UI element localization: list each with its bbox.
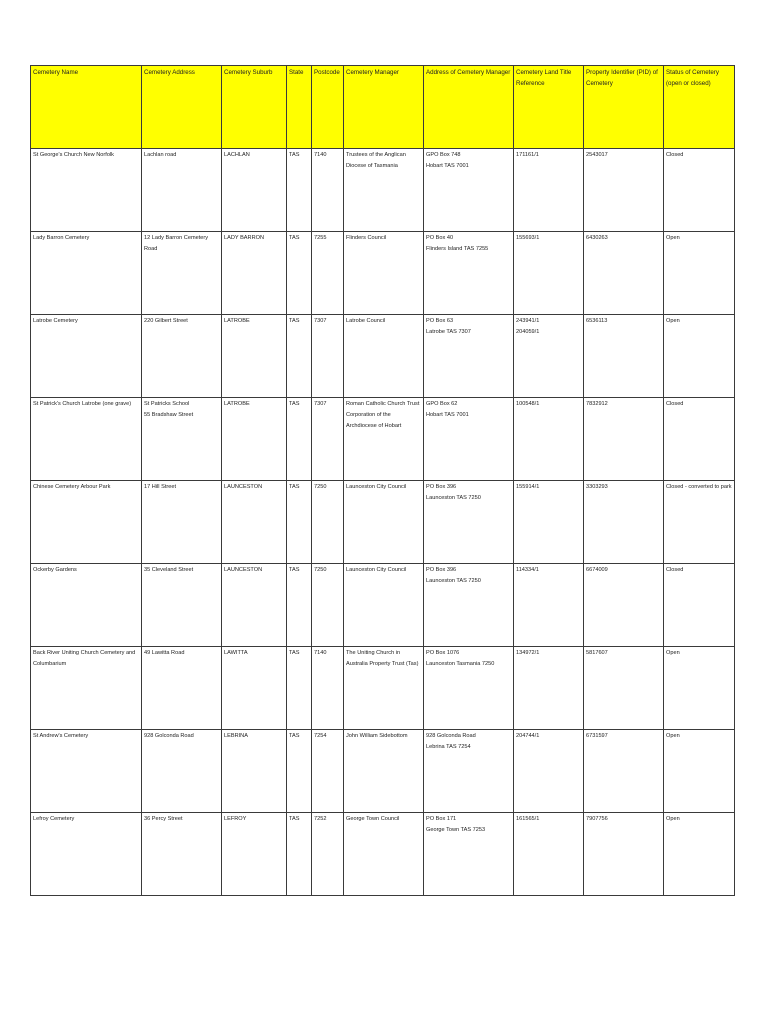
cell-state: TAS [287,315,312,398]
table-row [31,398,735,481]
cell-cemetery-suburb: LAUNCESTON [222,564,287,647]
cell-cemetery-address-line: Lachlan road [144,152,177,158]
cell-status: Open [664,647,735,730]
cell-cemetery-name: Ockerby Gardens [31,564,142,647]
cell-status: Open [664,315,735,398]
cell-status: Closed [664,398,735,481]
header-row [31,66,735,149]
cell-property-identifier: 6536113 [584,315,664,398]
cell-cemetery-manager: John William Sidebottom [344,730,424,813]
cell-postcode: 7255 [312,232,344,315]
cell-cemetery-address-line: 55 Bradshaw Street [144,412,194,418]
table-row [31,315,735,398]
cell-land-title-reference [514,398,584,481]
cell-cemetery-manager: George Town Council [344,813,424,896]
cell-cemetery-manager: Flinders Council [344,232,424,315]
cell-cemetery-suburb: LACHLAN [222,149,287,232]
cell-land-title-reference-line: 100548/1 [516,401,540,407]
cell-postcode: 7254 [312,730,344,813]
cell-cemetery-suburb: LEFROY [222,813,287,896]
cell-cemetery-address-line: St Patricks School [144,401,190,407]
cell-property-identifier: 7832912 [584,398,664,481]
cell-manager-address-line: PO Box 396 [426,484,457,490]
cell-property-identifier: 2543017 [584,149,664,232]
cell-cemetery-address-line: 17 Hill Street [144,484,177,490]
header-manager-address: Address of Cemetery Manager [424,66,514,149]
cell-postcode: 7252 [312,813,344,896]
cell-postcode: 7250 [312,564,344,647]
cell-state: TAS [287,398,312,481]
header-status: Status of Cemetery (open or closed) [664,66,735,149]
table-row [31,481,735,564]
cell-cemetery-suburb: LATROBE [222,315,287,398]
cell-land-title-reference [514,232,584,315]
cell-manager-address-line: PO Box 171 [426,816,457,822]
cell-land-title-reference-line: 171161/1 [516,152,539,158]
cell-land-title-reference [514,481,584,564]
cell-land-title-reference [514,647,584,730]
cell-land-title-reference [514,813,584,896]
cell-property-identifier: 6430263 [584,232,664,315]
cemetery-table [30,65,735,896]
header-cemetery-address: Cemetery Address [142,66,222,149]
cell-property-identifier: 5817607 [584,647,664,730]
cell-cemetery-address [142,232,222,315]
cell-cemetery-manager: The Uniting Church in Australia Property Trust (Tas) [344,647,424,730]
cell-manager-address-line: GPO Box 62 [426,401,458,407]
cell-manager-address [424,730,514,813]
cell-manager-address-line: Hobart TAS 7001 [426,163,469,169]
cell-cemetery-manager: Launceston City Council [344,481,424,564]
cell-manager-address [424,315,514,398]
cell-status: Open [664,730,735,813]
cell-state: TAS [287,232,312,315]
cell-state: TAS [287,481,312,564]
cell-cemetery-suburb: LAUNCESTON [222,481,287,564]
cell-postcode: 7307 [312,315,344,398]
cell-state: TAS [287,647,312,730]
cell-cemetery-address [142,149,222,232]
cell-cemetery-manager: Latrobe Council [344,315,424,398]
cell-state: TAS [287,149,312,232]
cell-cemetery-address-line: 35 Cleveland Street [144,567,194,573]
cell-cemetery-address [142,813,222,896]
header-property-identifier: Property Identifier (PID) of Cemetery [584,66,664,149]
header-land-title-reference: Cemetery Land Title Reference [514,66,584,149]
cell-state: TAS [287,564,312,647]
cell-land-title-reference-line: 204059/1 [516,329,540,335]
header-state: State [287,66,312,149]
cell-manager-address [424,564,514,647]
cell-status: Open [664,232,735,315]
cell-cemetery-name: St Andrew's Cemetery [31,730,142,813]
cell-manager-address-line: Flinders Island TAS 7255 [426,246,489,252]
cell-cemetery-address-line: 220 Gilbert Street [144,318,188,324]
cell-cemetery-address [142,730,222,813]
table-row [31,232,735,315]
cell-cemetery-manager: Launceston City Council [344,564,424,647]
cell-cemetery-name: Lefroy Cemetery [31,813,142,896]
cell-manager-address-line: Hobart TAS 7001 [426,412,469,418]
cell-cemetery-address [142,564,222,647]
table-row [31,647,735,730]
cell-land-title-reference [514,315,584,398]
cell-state: TAS [287,730,312,813]
cell-manager-address-line: Launceston Tasmania 7250 [426,661,495,667]
cell-cemetery-suburb: LAWITTA [222,647,287,730]
header-cemetery-name: Cemetery Name [31,66,142,149]
cell-cemetery-address-line: 12 Lady Barron Cemetery Road [144,235,209,252]
cell-manager-address-line: Launceston TAS 7250 [426,495,481,501]
cell-cemetery-address [142,647,222,730]
cell-manager-address [424,232,514,315]
cell-land-title-reference-line: 161565/1 [516,816,540,822]
cell-property-identifier: 6731597 [584,730,664,813]
cell-land-title-reference-line: 134972/1 [516,650,540,656]
cell-manager-address [424,149,514,232]
cell-cemetery-address [142,398,222,481]
cell-property-identifier: 7907756 [584,813,664,896]
cell-postcode: 7140 [312,149,344,232]
cell-status: Closed [664,149,735,232]
cell-manager-address-line: PO Box 396 [426,567,457,573]
cell-land-title-reference [514,564,584,647]
cell-cemetery-name: Latrobe Cemetery [31,315,142,398]
cell-manager-address-line: GPO Box 748 [426,152,461,158]
cell-state: TAS [287,813,312,896]
header-postcode: Postcode [312,66,344,149]
cell-land-title-reference [514,730,584,813]
cell-cemetery-address-line: 36 Percy Street [144,816,183,822]
table-row [31,813,735,896]
cell-property-identifier: 3303293 [584,481,664,564]
cell-land-title-reference-line: 114334/1 [516,567,539,573]
cell-manager-address [424,481,514,564]
cell-cemetery-name: Chinese Cemetery Arbour Park [31,481,142,564]
cell-land-title-reference-line: 243941/1 [516,318,540,324]
cell-manager-address-line: Launceston TAS 7250 [426,578,481,584]
cell-cemetery-manager: Trustees of the Anglican Diocese of Tasmania [344,149,424,232]
cell-cemetery-suburb: LATROBE [222,398,287,481]
cell-manager-address-line: PO Box 40 [426,235,454,241]
table-row [31,149,735,232]
cell-cemetery-suburb: LEBRINA [222,730,287,813]
cell-manager-address-line: PO Box 63 [426,318,454,324]
cell-cemetery-name: St George's Church New Norfolk [31,149,142,232]
table-row [31,730,735,813]
cell-manager-address-line: PO Box 1076 [426,650,460,656]
table-row [31,564,735,647]
cell-cemetery-name: St Patrick's Church Latrobe (one grave) [31,398,142,481]
cell-manager-address-line: 928 Golconda Road [426,733,476,739]
cell-status: Open [664,813,735,896]
cell-land-title-reference-line: 155914/1 [516,484,540,490]
cell-land-title-reference-line: 155693/1 [516,235,540,241]
cell-postcode: 7250 [312,481,344,564]
cell-manager-address [424,647,514,730]
cell-property-identifier: 6674009 [584,564,664,647]
cell-postcode: 7307 [312,398,344,481]
cell-cemetery-address-line: 49 Lawitta Road [144,650,185,656]
cell-cemetery-address-line: 928 Golconda Road [144,733,194,739]
cell-cemetery-name: Lady Barron Cemetery [31,232,142,315]
header-cemetery-suburb: Cemetery Suburb [222,66,287,149]
cell-land-title-reference [514,149,584,232]
cell-postcode: 7140 [312,647,344,730]
cell-status: Closed - converted to park [664,481,735,564]
cell-manager-address-line: George Town TAS 7253 [426,827,486,833]
cell-cemetery-address [142,315,222,398]
cell-manager-address [424,398,514,481]
cell-manager-address-line: Lebrina TAS 7254 [426,744,471,750]
cell-land-title-reference-line: 204744/1 [516,733,540,739]
cell-cemetery-suburb: LADY BARRON [222,232,287,315]
cell-cemetery-address [142,481,222,564]
cell-cemetery-name: Back River Uniting Church Cemetery and Columbarium [31,647,142,730]
cell-cemetery-manager: Roman Catholic Church Trust Corporation of the Archdiocese of Hobart [344,398,424,481]
cell-manager-address-line: Latrobe TAS 7307 [426,329,471,335]
header-cemetery-manager: Cemetery Manager [344,66,424,149]
cell-manager-address [424,813,514,896]
cell-status: Closed [664,564,735,647]
